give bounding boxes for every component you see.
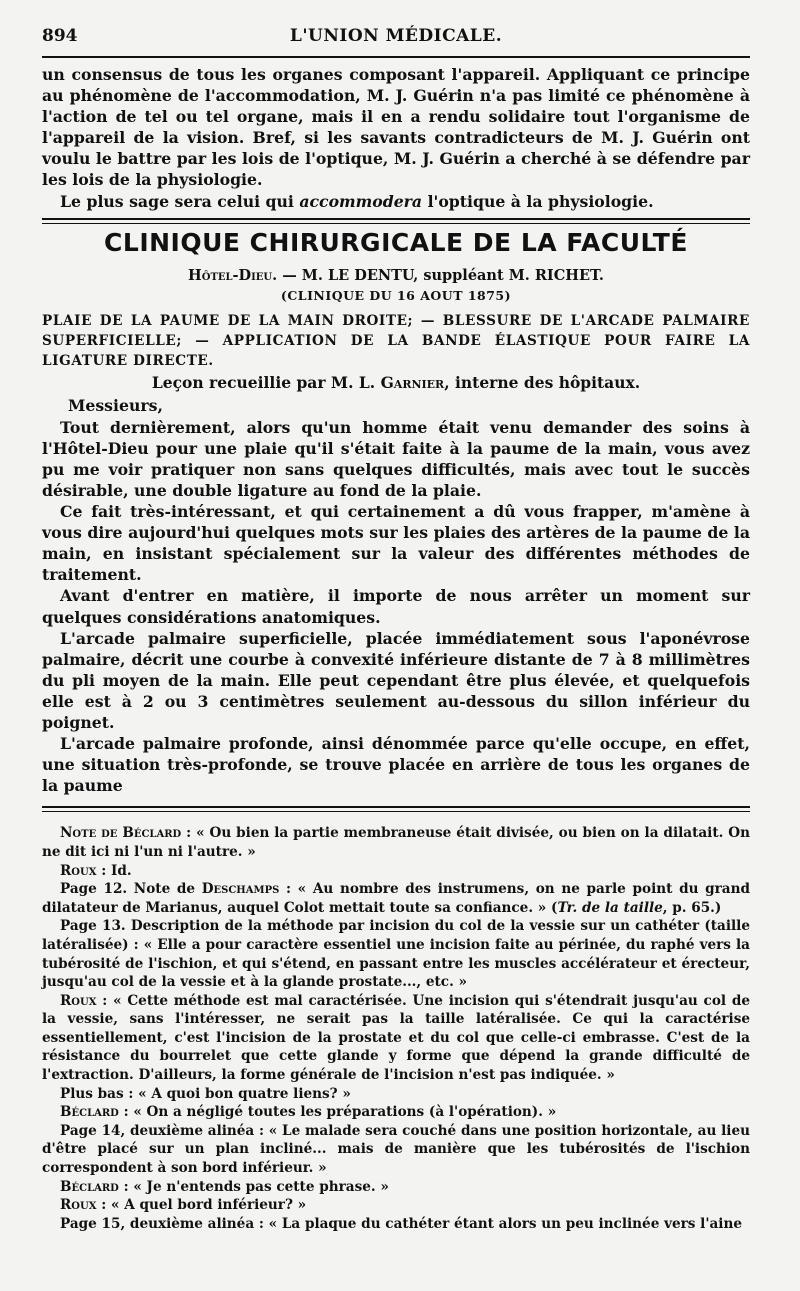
- lecture-paragraph: Avant d'entrer en matière, il importe de nous arrêter un moment sur quelques considérations anatomiques.: [42, 586, 750, 627]
- doctor-name: — M. LE DENTU, suppléant M. RICHET.: [277, 266, 604, 284]
- lecture-text: [42, 417, 750, 797]
- lecture-paragraph: L'arcade palmaire profonde, ainsi dénommée parce qu'elle occupe, en effet, une situation très-profonde, se trouve placée en arrière de tous les organes de la paume: [42, 734, 750, 796]
- note-item: Page 12. Note de Deschamps : « Au nombre des instrumens, on ne parle point du grand dilatateur de Marianus, auquel Colot mettait toute sa confiance. » (Tr. de la taille, p. 65.): [42, 881, 750, 916]
- lecture-paragraph: Ce fait très-intéressant, et qui certainement a dû vous frapper, m'amène à vous dire aujourd'hui quelques mots sur les plaies des artères de la paume de la main, en insistant spécialement sur la valeur des différentes méthodes de traitement.: [42, 502, 750, 585]
- feuilleton-notes: [42, 824, 750, 1233]
- page-number: 894: [42, 26, 78, 46]
- note-item: Béclard : « Je n'entends pas cette phrase. »: [60, 1178, 389, 1195]
- page-header: [42, 22, 750, 52]
- section-subtitle: [42, 267, 750, 284]
- intro-text: [42, 64, 750, 212]
- lecture-paragraph: Tout dernièrement, alors qu'un homme était venu demander des soins à l'Hôtel-Dieu pour une plaie qu'il s'était faite à la paume de la main, vous avez pu me voir pratiquer non sans quelques difficultés, mais avec tout le succès désirable, une double ligature au fond de la plaie.: [42, 417, 750, 500]
- lecture-paragraph: L'arcade palmaire superficielle, placée immédiatement sous l'aponévrose palmaire, décrit une courbe à convexité inférieure distante de 7 à 8 millimètres du pli moyen de la main. Elle peut cependant être plus élevée, et quelquefois elle est à 2 ou 3 centimètres seulement au-dessous du sillon inférieur du poignet.: [42, 628, 750, 732]
- section-divider: [42, 218, 750, 224]
- clinic-date: (CLINIQUE DU 16 AOUT 1875): [280, 287, 512, 303]
- lecon-end: , interne des hôpitaux.: [444, 372, 641, 392]
- note-item: Plus bas : « A quoi bon quatre liens? »: [60, 1085, 351, 1102]
- running-title: L'UNION MÉDICALE.: [289, 26, 503, 46]
- intro-paragraph-2: [42, 191, 750, 212]
- lecon-name: Garnier: [380, 372, 445, 392]
- note-item: Roux : Id.: [60, 862, 132, 879]
- lecon-start: Leçon recueillie par M. L.: [151, 372, 381, 392]
- intro-paragraph-1: un consensus de tous les organes composant l'appareil. Appliquant ce principe au phénomène de l'accommodation, M. J. Guérin n'a pas limité ce phénomène à l'action de tel ou tel organe, mais il en a rendu solidaire tout l'organisme de l'appareil de la vision. Bref, si les savants contradicteurs de M. J. Guérin ont voulu le battre par les lois de l'optique, M. J. Guérin a cherché à se défendre par les lois de la physiologie.: [42, 65, 750, 190]
- intro-p2-start: Le plus sage sera celui qui: [60, 191, 300, 211]
- note-item: Note de Béclard : « Ou bien la partie membraneuse était divisée, ou bien on la dilatait. On ne dit ici ni l'un ni l'autre. »: [42, 825, 750, 860]
- salutation: Messieurs,: [68, 395, 163, 415]
- note-item: Roux : « Cette méthode est mal caractérisée. Une incision qui s'étendrait jusqu'au col de la vessie, sans l'intéresser, ne serait pas la taille latéralisée. Ce qui la caractérise essentiellement, c'est l'incision de la prostate et du col que celle-ci embrasse. C'est de la résistance du bourrelet que cette glande y forme que dépend la grande difficulté de l'extraction. D'ailleurs, la forme générale de l'incision n'est pas indiquée. »: [42, 992, 750, 1084]
- intro-p2-emphasis: accommodera: [299, 191, 423, 211]
- footnote-divider: [42, 806, 750, 812]
- note-item: Béclard : « On a négligé toutes les préparations (à l'opération). »: [60, 1104, 557, 1121]
- note-item: Page 13. Description de la méthode par incision du col de la vessie sur un cathéter (taille latéralisée) : « Elle a pour caractère essentiel une incision faite au périnée, du raphé vers la tubérosité de l'ischion, et qui s'étend, en passant entre les muscles accélérateur et érecteur, jusqu'au col de la vessie et à la glande prostate..., etc. »: [42, 918, 750, 991]
- note-item: Page 14, deuxième alinéa : « Le malade sera couché dans une position horizontale, au lieu d'être placé sur un plan incliné... mais de manière que les tubérosités de l'ischion correspondent à son bord inférieur. »: [42, 1122, 750, 1177]
- lecture-credit: [42, 373, 750, 392]
- intro-p2-end: l'optique à la physiologie.: [422, 191, 654, 211]
- section-title: CLINIQUE CHIRURGICALE DE LA FACULTÉ: [104, 227, 688, 257]
- header-rule: [42, 56, 750, 58]
- note-item: Page 15, deuxième alinéa : « La plaque du cathéter étant alors un peu inclinée vers l'aine: [60, 1215, 743, 1232]
- case-title: PLAIE DE LA PAUME DE LA MAIN DROITE; — BLESSURE DE L'ARCADE PALMAIRE SUPERFICIELLE; — APPLICATION DE LA BANDE ÉLASTIQUE POUR FAIRE LA LIGATURE DIRECTE.: [42, 312, 750, 369]
- hospital-name: Hôtel-Dieu.: [188, 266, 278, 284]
- note-item: Roux : « A quel bord inférieur? »: [60, 1197, 307, 1214]
